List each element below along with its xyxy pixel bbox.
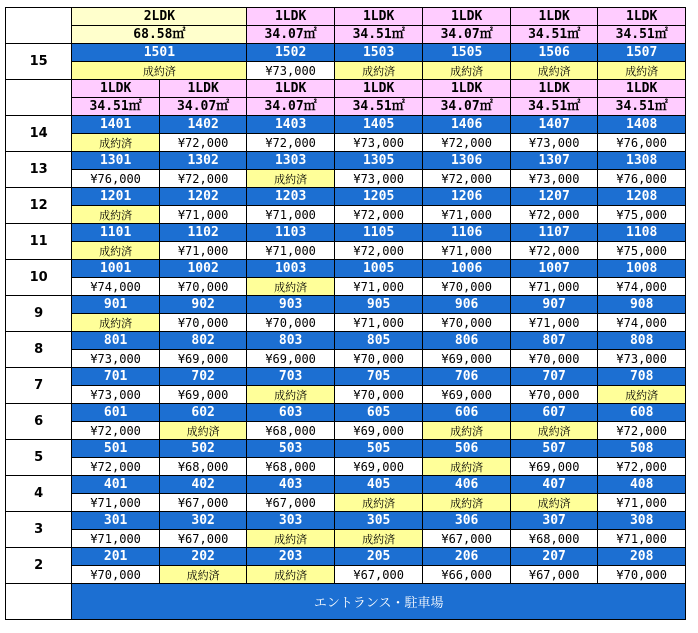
unit-rent: ¥71,000 [598, 530, 686, 548]
unit-size-label: 68.58㎡ [72, 26, 247, 44]
unit-number[interactable]: 805 [334, 332, 423, 350]
unit-rent: ¥74,000 [598, 314, 686, 332]
unit-rent: ¥72,000 [510, 206, 598, 224]
unit-number[interactable]: 1307 [510, 152, 598, 170]
unit-rent: ¥70,000 [598, 566, 686, 584]
unit-rent: ¥72,000 [159, 134, 247, 152]
unit-rent: ¥70,000 [334, 386, 423, 404]
entrance-parking-label: エントランス・駐車場 [72, 584, 686, 620]
floor-number: 11 [6, 224, 72, 260]
unit-number[interactable]: 407 [510, 476, 598, 494]
unit-rent: ¥70,000 [510, 350, 598, 368]
sold-status: 成約済 [334, 62, 423, 80]
unit-number[interactable]: 1408 [598, 116, 686, 134]
sold-status: 成約済 [510, 62, 598, 80]
unit-number[interactable]: 905 [334, 296, 423, 314]
sold-status: 成約済 [247, 530, 335, 548]
unit-number[interactable]: 1303 [247, 152, 335, 170]
unit-number[interactable]: 403 [247, 476, 335, 494]
sold-status: 成約済 [247, 170, 335, 188]
unit-number[interactable]: 1108 [598, 224, 686, 242]
unit-number[interactable]: 1202 [159, 188, 247, 206]
unit-rent: ¥70,000 [159, 278, 247, 296]
floor-number: 8 [6, 332, 72, 368]
unit-size-label: 34.51㎡ [510, 98, 598, 116]
unit-size-label: 34.07㎡ [423, 98, 511, 116]
sold-status: 成約済 [423, 62, 511, 80]
unit-rent: ¥73,000 [247, 62, 335, 80]
unit-number[interactable]: 1205 [334, 188, 423, 206]
floor-number: 6 [6, 404, 72, 440]
sold-status: 成約済 [247, 278, 335, 296]
floor-label-blank [6, 584, 72, 620]
unit-rent: ¥72,000 [510, 242, 598, 260]
unit-number[interactable]: 201 [72, 548, 160, 566]
floor-number: 15 [6, 44, 72, 80]
unit-rent: ¥75,000 [598, 242, 686, 260]
unit-number[interactable]: 1006 [423, 260, 511, 278]
unit-rent: ¥70,000 [159, 314, 247, 332]
unit-number[interactable]: 205 [334, 548, 423, 566]
unit-rent: ¥71,000 [510, 314, 598, 332]
unit-number[interactable]: 1501 [72, 44, 247, 62]
unit-number[interactable]: 1003 [247, 260, 335, 278]
unit-rent: ¥69,000 [423, 386, 511, 404]
sold-status: 成約済 [334, 494, 423, 512]
unit-number[interactable]: 1005 [334, 260, 423, 278]
unit-rent: ¥74,000 [72, 278, 160, 296]
unit-number[interactable]: 806 [423, 332, 511, 350]
unit-number[interactable]: 1305 [334, 152, 423, 170]
unit-number[interactable]: 308 [598, 512, 686, 530]
unit-rent: ¥69,000 [423, 350, 511, 368]
unit-type-label: 1LDK [159, 80, 247, 98]
unit-rent: ¥73,000 [334, 134, 423, 152]
floor-number: 4 [6, 476, 72, 512]
unit-rent: ¥67,000 [510, 566, 598, 584]
unit-rent: ¥67,000 [334, 566, 423, 584]
unit-size-label: 34.07㎡ [423, 26, 511, 44]
unit-rent: ¥66,000 [423, 566, 511, 584]
unit-number[interactable]: 203 [247, 548, 335, 566]
unit-number[interactable]: 507 [510, 440, 598, 458]
sold-status: 成約済 [247, 566, 335, 584]
unit-number[interactable]: 1502 [247, 44, 335, 62]
unit-number[interactable]: 302 [159, 512, 247, 530]
unit-type-label: 1LDK [423, 8, 511, 26]
unit-number[interactable]: 1407 [510, 116, 598, 134]
sold-status: 成約済 [247, 386, 335, 404]
unit-number[interactable]: 1406 [423, 116, 511, 134]
unit-number[interactable]: 1208 [598, 188, 686, 206]
unit-number[interactable]: 902 [159, 296, 247, 314]
unit-rent: ¥68,000 [510, 530, 598, 548]
unit-number[interactable]: 505 [334, 440, 423, 458]
sold-status: 成約済 [72, 206, 160, 224]
unit-rent: ¥71,000 [510, 278, 598, 296]
unit-number[interactable]: 807 [510, 332, 598, 350]
unit-number[interactable]: 808 [598, 332, 686, 350]
sold-status: 成約済 [159, 566, 247, 584]
unit-rent: ¥69,000 [159, 350, 247, 368]
unit-size-label: 34.07㎡ [159, 98, 247, 116]
unit-number[interactable]: 1302 [159, 152, 247, 170]
unit-number[interactable]: 202 [159, 548, 247, 566]
unit-number[interactable]: 1207 [510, 188, 598, 206]
unit-rent: ¥68,000 [247, 458, 335, 476]
unit-number[interactable]: 607 [510, 404, 598, 422]
unit-number[interactable]: 1103 [247, 224, 335, 242]
unit-number[interactable]: 1401 [72, 116, 160, 134]
unit-type-label: 1LDK [247, 8, 335, 26]
unit-number[interactable]: 906 [423, 296, 511, 314]
unit-number[interactable]: 1301 [72, 152, 160, 170]
unit-type-label: 1LDK [334, 8, 423, 26]
unit-rent: ¥67,000 [247, 494, 335, 512]
unit-number[interactable]: 306 [423, 512, 511, 530]
unit-type-label: 1LDK [72, 80, 160, 98]
unit-number[interactable]: 506 [423, 440, 511, 458]
unit-rent: ¥73,000 [510, 134, 598, 152]
floor-number: 14 [6, 116, 72, 152]
unit-type-label: 1LDK [334, 80, 423, 98]
unit-number[interactable]: 301 [72, 512, 160, 530]
unit-rent: ¥70,000 [247, 314, 335, 332]
unit-type-label: 1LDK [510, 80, 598, 98]
unit-number[interactable]: 601 [72, 404, 160, 422]
unit-rent: ¥72,000 [423, 134, 511, 152]
sold-status: 成約済 [510, 422, 598, 440]
unit-rent: ¥72,000 [72, 422, 160, 440]
unit-number[interactable]: 606 [423, 404, 511, 422]
unit-number[interactable]: 1001 [72, 260, 160, 278]
unit-number[interactable]: 1306 [423, 152, 511, 170]
unit-rent: ¥72,000 [598, 422, 686, 440]
unit-size-label: 34.51㎡ [598, 26, 686, 44]
unit-number[interactable]: 408 [598, 476, 686, 494]
sold-status: 成約済 [510, 494, 598, 512]
floor-number: 7 [6, 368, 72, 404]
floor-number: 2 [6, 548, 72, 584]
unit-number[interactable]: 503 [247, 440, 335, 458]
floor-number: 3 [6, 512, 72, 548]
unit-type-label: 1LDK [247, 80, 335, 98]
unit-number[interactable]: 1102 [159, 224, 247, 242]
unit-number[interactable]: 405 [334, 476, 423, 494]
unit-number[interactable]: 1201 [72, 188, 160, 206]
unit-number[interactable]: 908 [598, 296, 686, 314]
unit-rent: ¥70,000 [423, 278, 511, 296]
unit-number[interactable]: 303 [247, 512, 335, 530]
unit-number[interactable]: 1106 [423, 224, 511, 242]
unit-number[interactable]: 608 [598, 404, 686, 422]
unit-rent: ¥72,000 [247, 134, 335, 152]
unit-rent: ¥75,000 [598, 206, 686, 224]
unit-rent: ¥70,000 [72, 566, 160, 584]
unit-number[interactable]: 207 [510, 548, 598, 566]
unit-rent: ¥72,000 [334, 206, 423, 224]
unit-number[interactable]: 406 [423, 476, 511, 494]
unit-rent: ¥67,000 [423, 530, 511, 548]
floor-plan-table [5, 7, 686, 620]
unit-rent: ¥72,000 [334, 242, 423, 260]
unit-rent: ¥67,000 [159, 530, 247, 548]
unit-number[interactable]: 1507 [598, 44, 686, 62]
unit-rent: ¥71,000 [423, 206, 511, 224]
unit-type-label: 1LDK [423, 80, 511, 98]
unit-type-label: 1LDK [510, 8, 598, 26]
unit-number[interactable]: 1503 [334, 44, 423, 62]
unit-number[interactable]: 603 [247, 404, 335, 422]
unit-rent: ¥69,000 [334, 422, 423, 440]
sold-status: 成約済 [72, 62, 247, 80]
unit-rent: ¥71,000 [598, 494, 686, 512]
unit-rent: ¥71,000 [72, 530, 160, 548]
unit-rent: ¥76,000 [598, 170, 686, 188]
unit-number[interactable]: 703 [247, 368, 335, 386]
unit-number[interactable]: 1007 [510, 260, 598, 278]
unit-rent: ¥67,000 [159, 494, 247, 512]
unit-number[interactable]: 1402 [159, 116, 247, 134]
unit-rent: ¥69,000 [510, 458, 598, 476]
sold-status: 成約済 [423, 422, 511, 440]
unit-number[interactable]: 1405 [334, 116, 423, 134]
unit-rent: ¥70,000 [510, 386, 598, 404]
unit-number[interactable]: 802 [159, 332, 247, 350]
unit-number[interactable]: 903 [247, 296, 335, 314]
unit-number[interactable]: 605 [334, 404, 423, 422]
unit-number[interactable]: 307 [510, 512, 598, 530]
unit-rent: ¥73,000 [598, 350, 686, 368]
unit-number[interactable]: 401 [72, 476, 160, 494]
sold-status: 成約済 [598, 386, 686, 404]
sold-status: 成約済 [334, 530, 423, 548]
unit-number[interactable]: 1105 [334, 224, 423, 242]
sold-status: 成約済 [72, 314, 160, 332]
sold-status: 成約済 [598, 62, 686, 80]
unit-number[interactable]: 502 [159, 440, 247, 458]
unit-size-label: 34.07㎡ [247, 26, 335, 44]
unit-number[interactable]: 305 [334, 512, 423, 530]
unit-type-label: 1LDK [598, 80, 686, 98]
unit-rent: ¥71,000 [423, 242, 511, 260]
unit-number[interactable]: 208 [598, 548, 686, 566]
unit-rent: ¥76,000 [598, 134, 686, 152]
unit-size-label: 34.07㎡ [247, 98, 335, 116]
unit-number[interactable]: 1008 [598, 260, 686, 278]
unit-size-label: 34.51㎡ [598, 98, 686, 116]
unit-number[interactable]: 1107 [510, 224, 598, 242]
unit-rent: ¥76,000 [72, 170, 160, 188]
sold-status: 成約済 [159, 422, 247, 440]
unit-type-label: 1LDK [598, 8, 686, 26]
unit-number[interactable]: 706 [423, 368, 511, 386]
floor-label-blank [6, 8, 72, 44]
floor-number: 13 [6, 152, 72, 188]
floor-number: 12 [6, 188, 72, 224]
unit-number[interactable]: 907 [510, 296, 598, 314]
unit-rent: ¥71,000 [247, 206, 335, 224]
unit-rent: ¥73,000 [72, 386, 160, 404]
unit-number[interactable]: 701 [72, 368, 160, 386]
unit-number[interactable]: 402 [159, 476, 247, 494]
unit-number[interactable]: 1206 [423, 188, 511, 206]
unit-rent: ¥68,000 [247, 422, 335, 440]
unit-rent: ¥74,000 [598, 278, 686, 296]
unit-rent: ¥69,000 [159, 386, 247, 404]
floor-number: 9 [6, 296, 72, 332]
unit-number[interactable]: 1101 [72, 224, 160, 242]
floor-number: 5 [6, 440, 72, 476]
unit-number[interactable]: 1403 [247, 116, 335, 134]
unit-rent: ¥71,000 [334, 278, 423, 296]
unit-size-label: 34.51㎡ [510, 26, 598, 44]
unit-number[interactable]: 1308 [598, 152, 686, 170]
unit-number[interactable]: 702 [159, 368, 247, 386]
unit-number[interactable]: 1002 [159, 260, 247, 278]
unit-size-label: 34.51㎡ [334, 26, 423, 44]
sold-status: 成約済 [423, 458, 511, 476]
unit-number[interactable]: 1203 [247, 188, 335, 206]
floor-number: 10 [6, 260, 72, 296]
unit-rent: ¥69,000 [334, 458, 423, 476]
unit-size-label: 34.51㎡ [72, 98, 160, 116]
unit-number[interactable]: 901 [72, 296, 160, 314]
unit-rent: ¥73,000 [334, 170, 423, 188]
unit-rent: ¥71,000 [159, 242, 247, 260]
unit-rent: ¥71,000 [334, 314, 423, 332]
unit-number[interactable]: 705 [334, 368, 423, 386]
floor-label-blank [6, 80, 72, 116]
unit-number[interactable]: 803 [247, 332, 335, 350]
unit-rent: ¥69,000 [247, 350, 335, 368]
sold-status: 成約済 [72, 134, 160, 152]
unit-rent: ¥71,000 [159, 206, 247, 224]
unit-number[interactable]: 1506 [510, 44, 598, 62]
sold-status: 成約済 [72, 242, 160, 260]
unit-number[interactable]: 508 [598, 440, 686, 458]
unit-type-label: 2LDK [72, 8, 247, 26]
unit-number[interactable]: 708 [598, 368, 686, 386]
unit-rent: ¥72,000 [598, 458, 686, 476]
unit-size-label: 34.51㎡ [334, 98, 423, 116]
unit-rent: ¥68,000 [159, 458, 247, 476]
unit-number[interactable]: 501 [72, 440, 160, 458]
unit-rent: ¥70,000 [423, 314, 511, 332]
unit-rent: ¥72,000 [159, 170, 247, 188]
unit-rent: ¥71,000 [247, 242, 335, 260]
unit-number[interactable]: 206 [423, 548, 511, 566]
unit-rent: ¥71,000 [72, 494, 160, 512]
unit-number[interactable]: 801 [72, 332, 160, 350]
unit-rent: ¥72,000 [72, 458, 160, 476]
unit-number[interactable]: 1505 [423, 44, 511, 62]
unit-rent: ¥73,000 [72, 350, 160, 368]
sold-status: 成約済 [423, 494, 511, 512]
unit-rent: ¥70,000 [334, 350, 423, 368]
unit-number[interactable]: 707 [510, 368, 598, 386]
unit-number[interactable]: 602 [159, 404, 247, 422]
unit-rent: ¥73,000 [510, 170, 598, 188]
unit-rent: ¥72,000 [423, 170, 511, 188]
